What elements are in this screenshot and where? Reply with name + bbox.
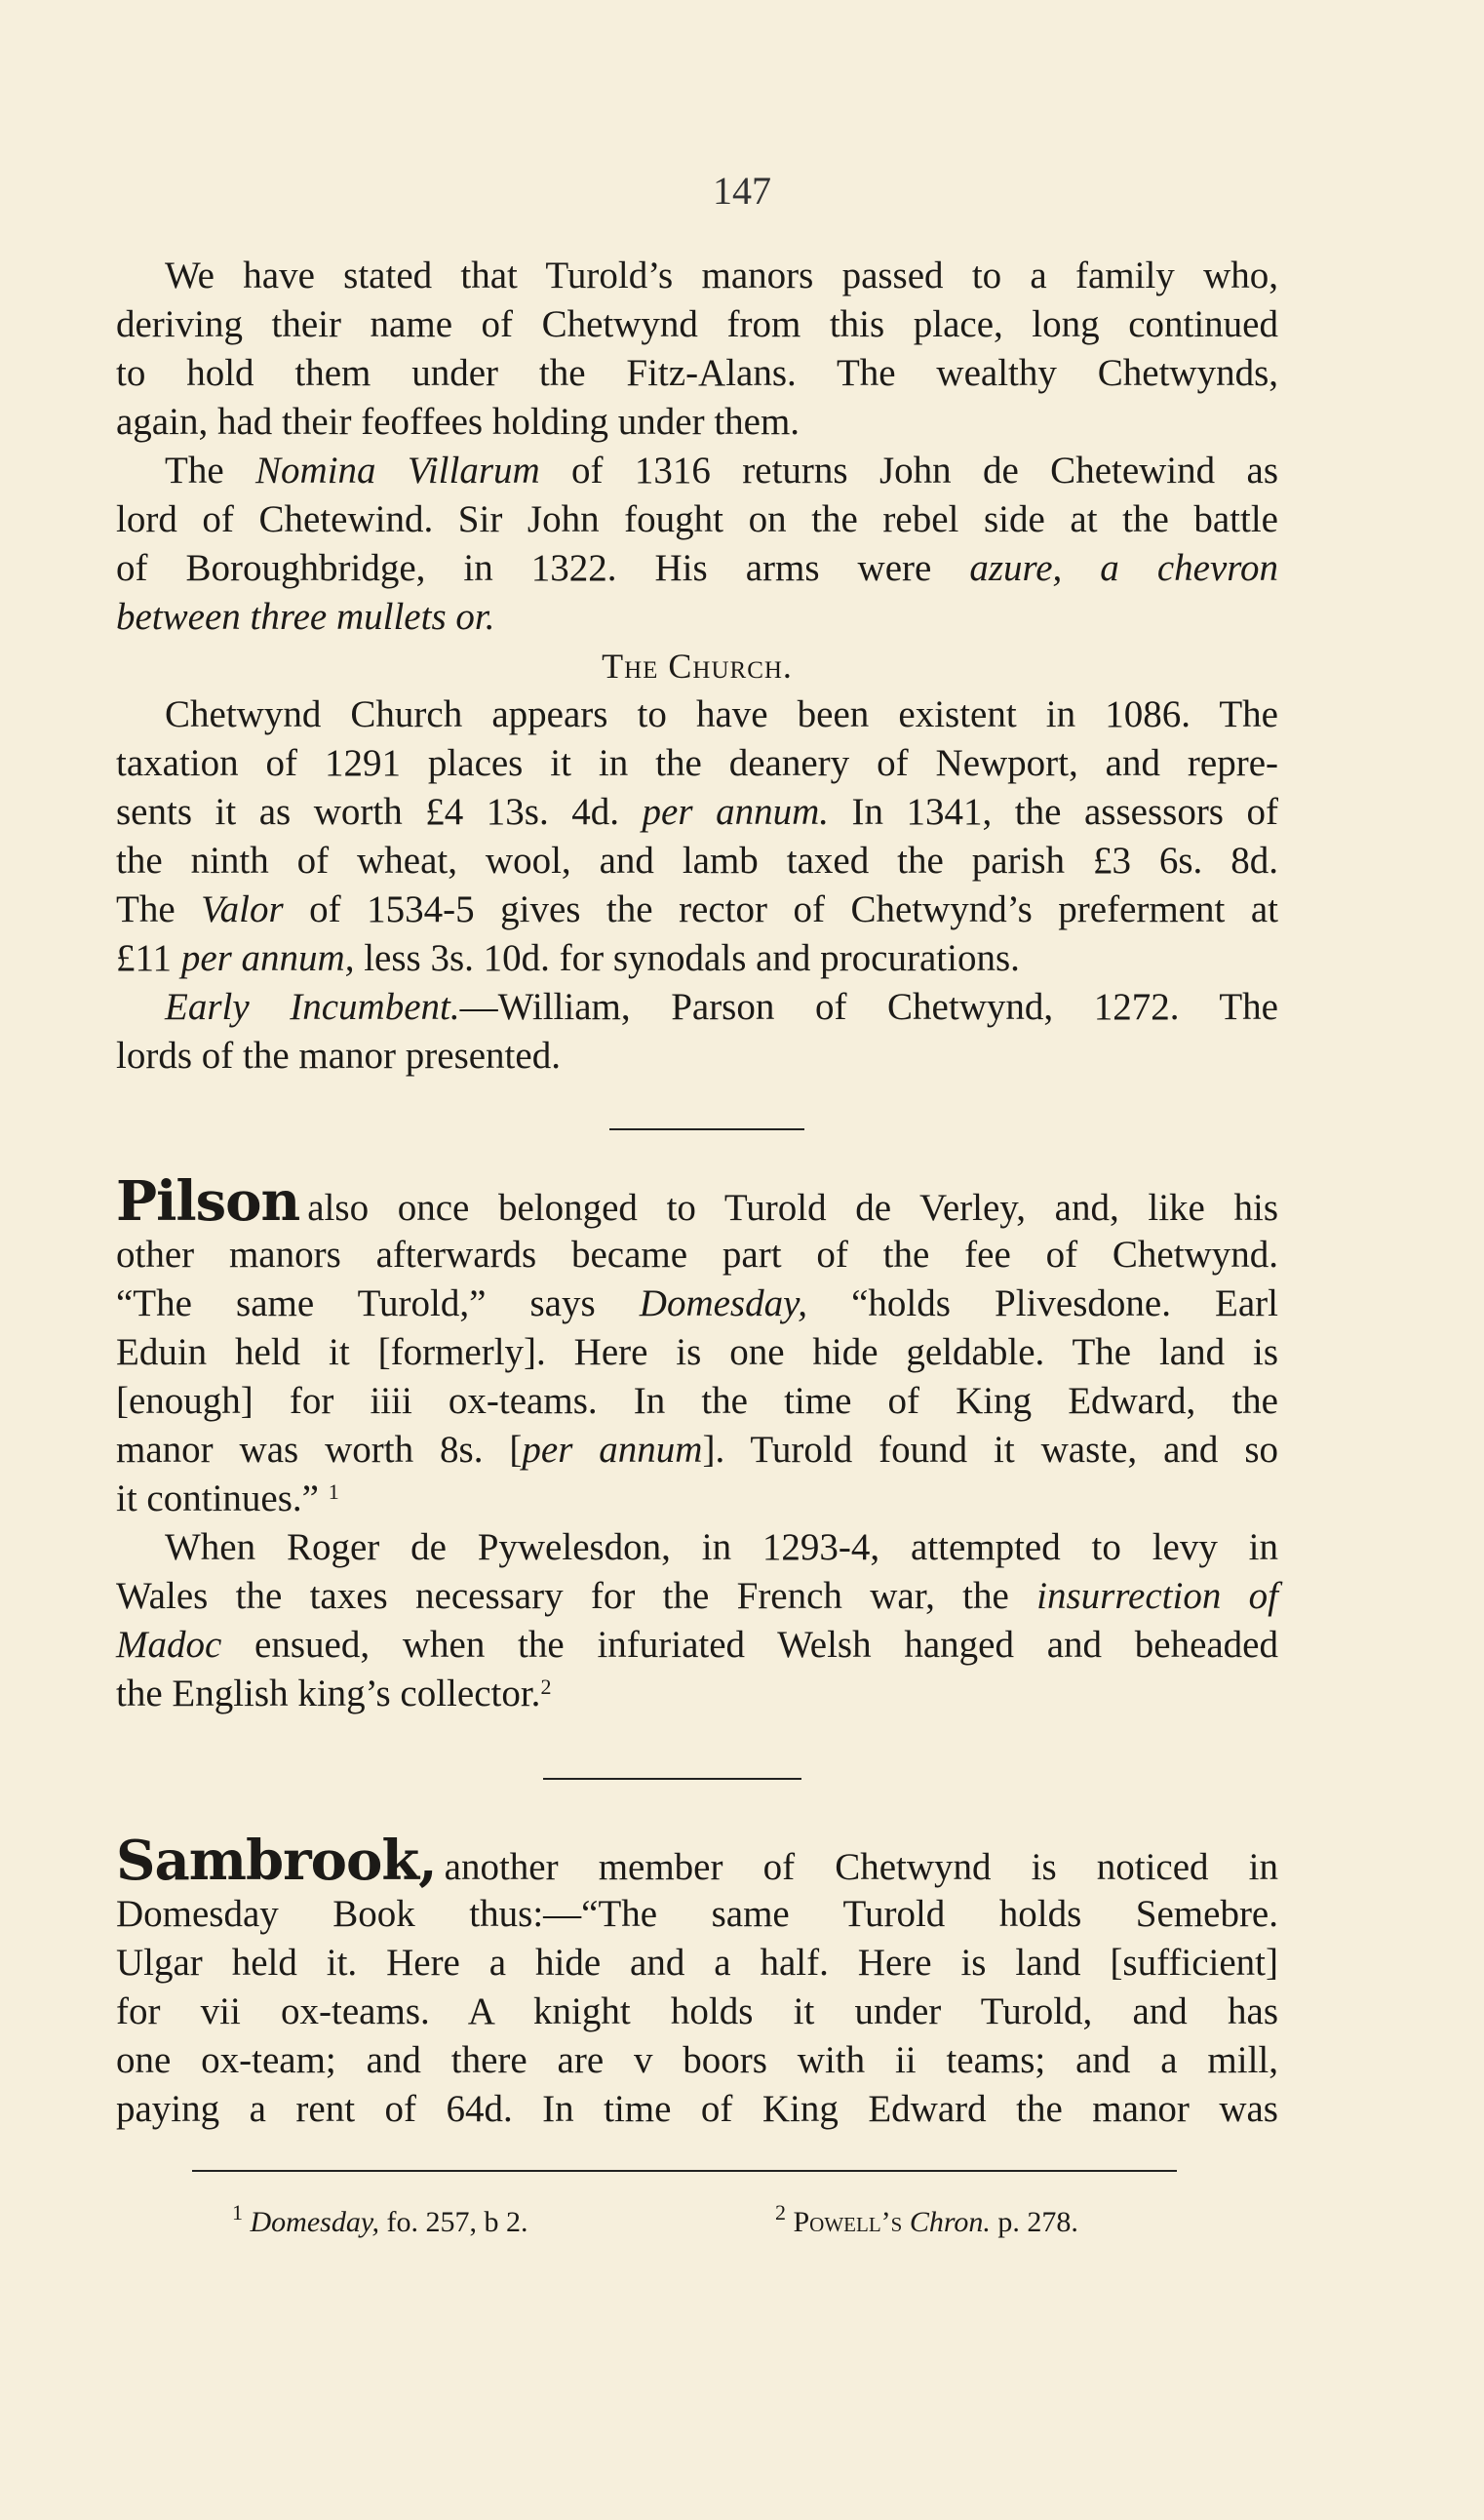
text-line: one ox-team; and there are v boors with ii teams; and a mill, [116, 2039, 1278, 2081]
footnote-2: $^2$ Powell’s Chron. p. 278. [775, 2200, 1078, 2238]
text-line: sents it as worth £4 13s. 4d. per annum. In 1341, the assessors of [116, 791, 1278, 833]
text-line: Eduin held it [formerly]. Here is one hide geldable. The land is [116, 1331, 1278, 1373]
paragraph-nomina-villarum [116, 447, 1278, 642]
text-line: We have stated that Turold’s manors passed to a family who, [165, 255, 1278, 296]
text-line: manor was worth 8s. [per annum]. Turold found it waste, and so [116, 1429, 1279, 1471]
text-line: for vii ox-teams. A knight holds it under Turold, and has [116, 1990, 1278, 2032]
text-line: When Roger de Pywelesdon, in 1293-4, attempted to levy in [165, 1526, 1278, 1568]
text-line: Madoc ensued, when the infuriated Welsh hanged and beheaded [116, 1624, 1278, 1666]
text-line: the ninth of wheat, wool, and lamb taxed the parish £3 6s. 8d. [116, 840, 1278, 882]
text-line: Sambrook, another member of Chetwynd is noticed in [116, 1829, 1278, 1893]
text-line: “The same Turold,” says Domesday, “holds Plivesdone. Earl [116, 1282, 1279, 1324]
text-line: £11 per annum, less 3s. 10d. for synodals and procurations. [116, 937, 1020, 979]
section-divider [609, 1128, 804, 1130]
text-line: of Boroughbridge, in 1322. His arms were azure, a chevron [116, 547, 1278, 589]
text-line: lord of Chetewind. Sir John fought on the rebel side at the battle [116, 498, 1278, 540]
text-line: it continues.” $^1$ [116, 1477, 339, 1519]
section-divider [543, 1778, 801, 1780]
section-sambrook [116, 1829, 1278, 2134]
text-line: Ulgar held it. Here a hide and a half. Here is land [sufficient] [116, 1942, 1278, 1984]
sambrook-dropcap: Sambrook, [116, 1829, 437, 1893]
text-line: [enough] for iiii ox-teams. In the time of King Edward, the [116, 1380, 1278, 1422]
paragraph-early-incumbent [116, 983, 1278, 1081]
text-line: Wales the taxes necessary for the French war, the insurrection of [116, 1575, 1278, 1617]
church-heading: The Church. [602, 647, 793, 686]
text-line: Early Incumbent.—William, Parson of Chetwynd, 1272. The [165, 986, 1278, 1028]
text-line: Domesday Book thus:—“The same Turold holds Semebre. [116, 1893, 1278, 1935]
text-line: Pilson also once belonged to Turold de Verley, and, like his [116, 1169, 1278, 1234]
text-line: The Nomina Villarum of 1316 returns John de Chetewind as [165, 450, 1279, 492]
text-line: paying a rent of 64d. In time of King Edward the manor was [116, 2088, 1278, 2130]
footnote-ref-1[interactable]: 1 [328, 1479, 339, 1504]
footnote-separator [192, 2170, 1177, 2172]
section-pilson [116, 1169, 1279, 1523]
paragraph-chetwynd-church [116, 690, 1278, 983]
text-line: Chetwynd Church appears to have been existent in 1086. The [165, 693, 1278, 735]
paragraph-roger-de-pywelesdon [116, 1523, 1278, 1718]
page-number: 147 [713, 169, 771, 213]
text-line: the English king’s collector.$^2$ [116, 1673, 552, 1714]
pilson-dropcap: Pilson [116, 1169, 300, 1234]
text-line: taxation of 1291 places it in the deanery of Newport, and repre- [116, 742, 1278, 784]
footnote-1: $^1$ Domesday, fo. 257, b 2. [232, 2200, 528, 2238]
section-heading-church [116, 642, 1278, 690]
paragraph-turold-manors [116, 252, 1278, 447]
text-line: between three mullets or. [116, 596, 495, 638]
text-line: deriving their name of Chetwynd from this place, long continued [116, 303, 1278, 345]
text-line: again, had their feoffees holding under them. [116, 401, 801, 443]
text-line: The Valor of 1534-5 gives the rector of Chetwynd’s preferment at [116, 888, 1279, 930]
text-line: other manors afterwards became part of the fee of Chetwynd. [116, 1234, 1278, 1276]
text-line: to hold them under the Fitz-Alans. The wealthy Chetwynds, [116, 352, 1278, 394]
text-line: lords of the manor presented. [116, 1035, 561, 1077]
footnote-ref-2[interactable]: 2 [540, 1674, 552, 1699]
